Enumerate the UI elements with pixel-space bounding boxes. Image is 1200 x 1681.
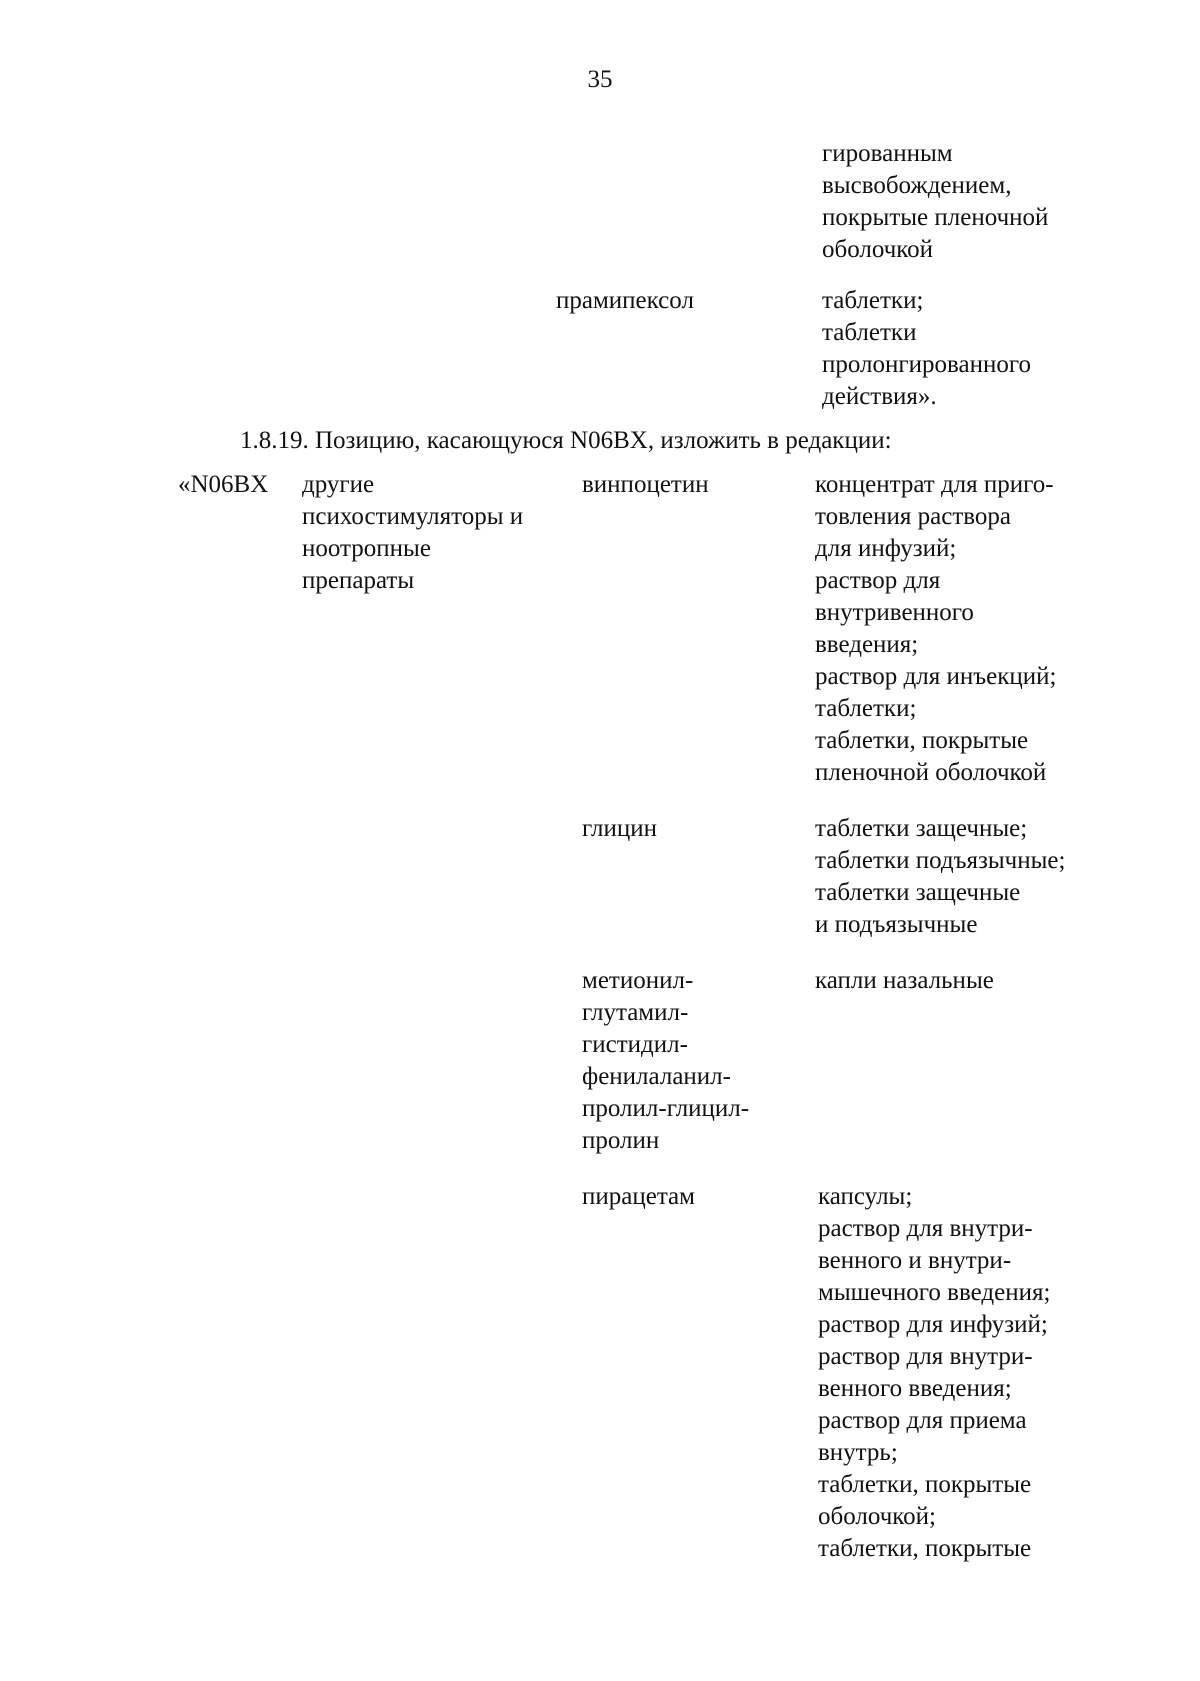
prev-continuation-line: высвобождением, (822, 172, 1012, 199)
dosage-form: товления раствора (815, 503, 1011, 530)
dosage-form: мышечного введения; (818, 1279, 1051, 1306)
substance-name-line: гистидил- (582, 1031, 688, 1058)
substance-name-line: пролил-глицил- (582, 1095, 750, 1122)
dosage-form: таблетки, покрытые (818, 1471, 1032, 1498)
instruction-paragraph: 1.8.19. Позицию, касающуюся N06BX, изложить в редакции: (240, 427, 892, 454)
substance-name: винпоцетин (582, 471, 709, 498)
dosage-form: концентрат для приго- (815, 471, 1054, 498)
dosage-form: таблетки защечные (815, 879, 1021, 906)
dosage-form: раствор для (815, 567, 941, 594)
group-name-line: психостимуляторы и (302, 503, 524, 530)
dosage-form: венного введения; (818, 1375, 1012, 1402)
dosage-form: таблетки (822, 319, 917, 346)
dosage-form: и подъязычные (815, 911, 978, 938)
group-name-line: другие (302, 471, 375, 498)
dosage-form: внутрь; (818, 1439, 898, 1466)
dosage-form: действия». (822, 383, 937, 410)
dosage-form: таблетки, покрытые (818, 1535, 1032, 1562)
dosage-form: таблетки, покрытые (815, 727, 1029, 754)
dosage-form: раствор для инъекций; (815, 663, 1057, 690)
dosage-form: оболочкой; (818, 1503, 936, 1530)
dosage-form: таблетки защечные; (815, 815, 1028, 842)
prev-continuation-line: покрытые пленочной (822, 204, 1049, 231)
dosage-form: пролонгированного (822, 351, 1031, 378)
substance-name: глицин (582, 815, 657, 842)
dosage-form: капли назальные (815, 967, 994, 994)
dosage-form: таблетки; (822, 287, 924, 314)
dosage-form: венного и внутри- (818, 1247, 1012, 1274)
dosage-form: раствор для внутри- (818, 1343, 1033, 1370)
page-number: 35 (587, 66, 613, 93)
dosage-form: для инфузий; (815, 535, 957, 562)
dosage-form: пленочной оболочкой (815, 759, 1047, 786)
atc-code: «N06BX (178, 471, 269, 498)
dosage-form: таблетки подъязычные; (815, 847, 1066, 874)
substance-name-line: пролин (582, 1127, 660, 1154)
dosage-form: раствор для приема (818, 1407, 1027, 1434)
dosage-form: капсулы; (818, 1183, 913, 1210)
dosage-form: раствор для внутри- (818, 1215, 1033, 1242)
dosage-form: таблетки; (815, 695, 917, 722)
substance-name-line: фенилаланил- (582, 1063, 731, 1090)
dosage-form: введения; (815, 631, 919, 658)
group-name-line: ноотропные (302, 535, 431, 562)
dosage-form: внутривенного (815, 599, 974, 626)
substance-name: пирацетам (582, 1183, 695, 1210)
substance-name-line: глутамил- (582, 999, 689, 1026)
substance-name: прамипексол (556, 287, 694, 314)
prev-continuation-line: гированным (822, 140, 953, 167)
prev-continuation-line: оболочкой (822, 236, 934, 263)
substance-name-line: метионил- (582, 967, 694, 994)
group-name-line: препараты (302, 567, 415, 594)
dosage-form: раствор для инфузий; (818, 1311, 1048, 1338)
